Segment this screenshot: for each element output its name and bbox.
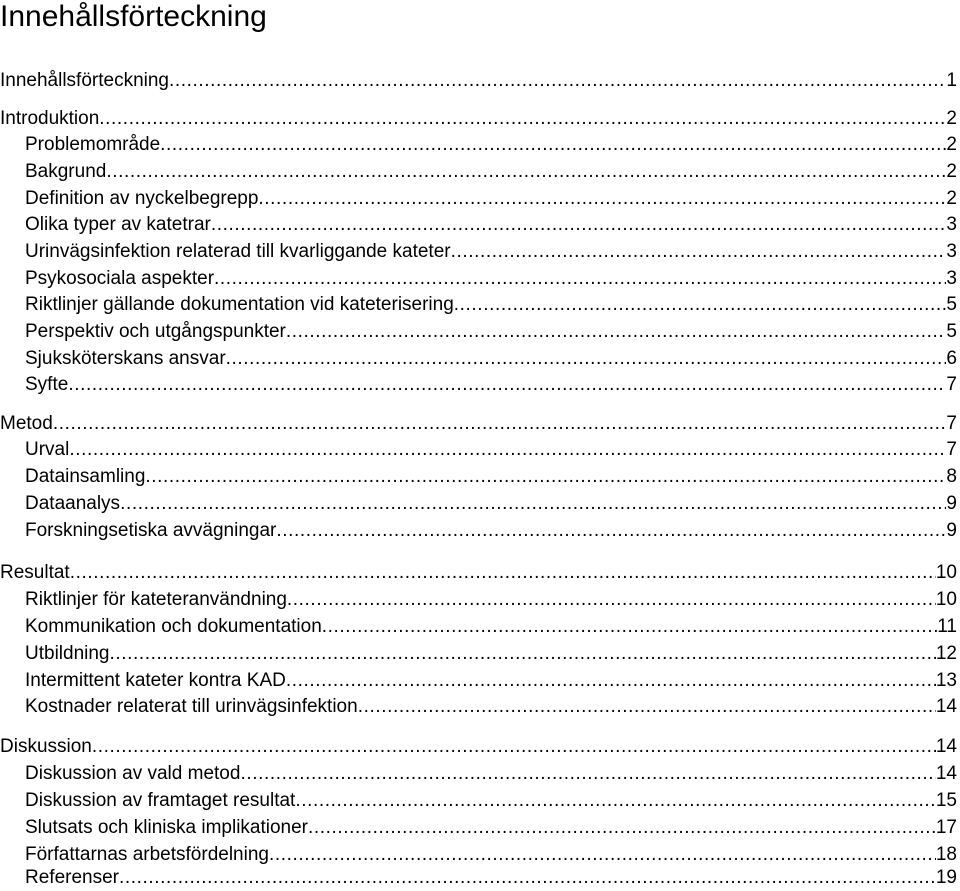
dot-leader: [70, 560, 936, 586]
dot-leader: [258, 186, 946, 212]
dot-leader: [451, 239, 947, 265]
toc-entry[interactable]: [0, 411, 960, 437]
toc-page-number: 14: [935, 736, 957, 757]
toc-entry[interactable]: [0, 815, 960, 841]
dot-leader: [286, 319, 947, 345]
toc-entry-label: Psykosociala aspekter: [25, 268, 215, 289]
toc-entry[interactable]: [0, 668, 960, 694]
toc-page-number: 2: [946, 134, 957, 155]
toc-entry-label: Olika typer av katetrar: [25, 214, 211, 235]
toc-entry-label: Intermittent kateter kontra KAD: [25, 670, 286, 691]
dot-leader: [119, 865, 936, 891]
toc-page-number: 9: [946, 493, 957, 514]
toc-entry-label: Utbildning: [25, 643, 110, 664]
page-title: Innehållsförteckning: [0, 0, 267, 33]
toc-entry[interactable]: [0, 319, 960, 345]
toc-entry-label: Diskussion: [0, 736, 92, 757]
toc-entry[interactable]: [0, 437, 960, 463]
toc-entry[interactable]: [0, 865, 960, 891]
toc-page-number: 6: [946, 348, 957, 369]
toc-entry[interactable]: [0, 587, 960, 613]
toc-page-number: 11: [937, 616, 957, 637]
dot-leader: [287, 587, 936, 613]
toc-page-number: 14: [935, 763, 957, 784]
toc-entry[interactable]: [0, 159, 960, 185]
toc-entry[interactable]: [0, 266, 960, 292]
toc-page-number: 10: [935, 562, 957, 583]
dot-leader: [226, 346, 947, 372]
toc-entry-label: Syfte: [25, 374, 69, 395]
dot-leader: [211, 212, 947, 238]
dot-leader: [240, 761, 935, 787]
dot-leader: [358, 694, 936, 720]
toc-entry[interactable]: [0, 212, 960, 238]
dot-leader: [120, 491, 946, 517]
toc-entry-label: Kommunikation och dokumentation: [25, 616, 322, 637]
toc-entry[interactable]: [0, 734, 960, 760]
toc-page-number: 17: [935, 817, 957, 838]
dot-leader: [276, 518, 946, 544]
dot-leader: [160, 132, 946, 158]
dot-leader: [322, 614, 937, 640]
toc-entry-label: Bakgrund: [25, 161, 107, 182]
toc-page-number: 18: [935, 844, 957, 865]
toc-page-number: 8: [946, 466, 957, 487]
toc-entry-label: Referenser: [25, 867, 119, 888]
toc-entry-label: Riktlinjer gällande dokumentation vid kateterisering: [25, 294, 454, 315]
toc-entry[interactable]: [0, 68, 960, 94]
dot-leader: [286, 668, 936, 694]
toc-entry[interactable]: [0, 761, 960, 787]
toc-page-number: 3: [946, 214, 957, 235]
toc-entry-label: Perspektiv och utgångspunkter: [25, 321, 286, 342]
toc-entry[interactable]: [0, 788, 960, 814]
toc-entry[interactable]: [0, 239, 960, 265]
toc-entry[interactable]: [0, 518, 960, 544]
toc-page-number: 13: [935, 670, 957, 691]
toc-entry-label: Författarnas arbetsfördelning: [25, 844, 269, 865]
toc-page-number: 2: [946, 161, 957, 182]
toc-entry[interactable]: [0, 186, 960, 212]
dot-leader: [53, 411, 947, 437]
toc-page-number: 3: [946, 268, 957, 289]
toc-page-number: 7: [946, 439, 957, 460]
toc-entry[interactable]: [0, 491, 960, 517]
toc-page-number: 2: [946, 188, 957, 209]
toc-page-number: 19: [935, 867, 957, 888]
toc-entry-label: Dataanalys: [25, 493, 121, 514]
toc-entry-label: Urinvägsinfektion relaterad till kvarliggande kateter: [25, 241, 451, 262]
toc-entry-label: Problemområde: [25, 134, 161, 155]
dot-leader: [145, 464, 946, 490]
toc-entry-label: Slutsats och kliniska implikationer: [25, 817, 309, 838]
toc-entry-label: Datainsamling: [25, 466, 146, 487]
toc-page-number: 1: [946, 70, 957, 91]
toc-page-number: 2: [946, 108, 957, 129]
toc-entry[interactable]: [0, 372, 960, 398]
dot-leader: [69, 437, 946, 463]
dot-leader: [106, 159, 946, 185]
toc-page-number: 12: [935, 643, 957, 664]
dot-leader: [92, 734, 936, 760]
toc-page-number: 7: [946, 413, 957, 434]
toc-entry-label: Urval: [25, 439, 70, 460]
toc-entry-label: Forskningsetiska avvägningar: [25, 520, 277, 541]
toc-entry[interactable]: [0, 464, 960, 490]
toc-entry[interactable]: [0, 292, 960, 318]
toc-entry-label: Metod: [0, 413, 53, 434]
toc-entry[interactable]: [0, 132, 960, 158]
dot-leader: [68, 372, 946, 398]
toc-entry[interactable]: [0, 641, 960, 667]
toc-entry-label: Diskussion av framtaget resultat: [25, 790, 296, 811]
toc-page-number: 7: [946, 374, 957, 395]
toc-page-number: 9: [946, 520, 957, 541]
toc-entry-label: Resultat: [0, 562, 70, 583]
dot-leader: [454, 292, 947, 318]
toc-entry[interactable]: [0, 346, 960, 372]
dot-leader: [169, 68, 946, 94]
toc-page-number: 5: [946, 321, 957, 342]
toc-entry-label: Sjuksköterskans ansvar: [25, 348, 226, 369]
toc-entry[interactable]: [0, 106, 960, 132]
dot-leader: [99, 106, 946, 132]
toc-entry-label: Introduktion: [0, 108, 100, 129]
toc-entry-label: Riktlinjer för kateteranvändning: [25, 589, 287, 610]
toc-entry-label: Innehållsförteckning: [0, 70, 169, 91]
dot-leader: [110, 641, 936, 667]
dot-leader: [214, 266, 946, 292]
toc-entry-label: Diskussion av vald metod: [25, 763, 241, 784]
dot-leader: [295, 788, 936, 814]
dot-leader: [308, 815, 936, 841]
toc-page-number: 14: [935, 696, 957, 717]
toc-page-number: 3: [946, 241, 957, 262]
toc-page-number: 5: [946, 294, 957, 315]
toc-page-number: 15: [935, 790, 957, 811]
toc-entry[interactable]: [0, 560, 960, 586]
toc-entry[interactable]: [0, 694, 960, 720]
toc-page-number: 10: [935, 589, 957, 610]
toc-entry-label: Kostnader relaterat till urinvägsinfektion: [25, 696, 358, 717]
toc-entry[interactable]: [0, 614, 960, 640]
toc-entry-label: Definition av nyckelbegrepp: [25, 188, 259, 209]
